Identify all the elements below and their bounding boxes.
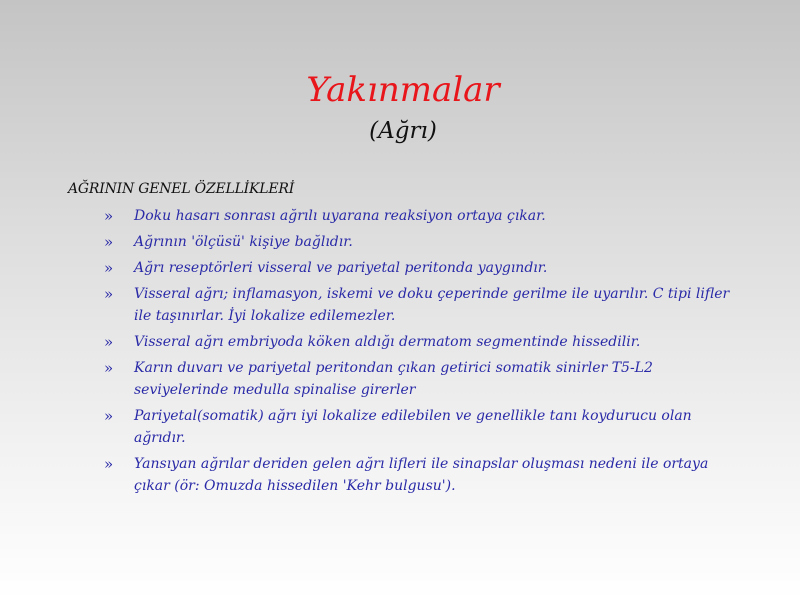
bullet-text: Pariyetal(somatik) ağrı iyi lokalize edilebilen ve genellikle tanı koydurucu olan ağrıdır.: [134, 408, 692, 446]
bullet-marker-icon: »: [104, 407, 114, 425]
bullet-marker-icon: »: [104, 285, 114, 303]
bullet-item: [104, 405, 744, 449]
section-heading: AĞRININ GENEL ÖZELLİKLERİ: [68, 181, 295, 197]
bullet-item: [104, 453, 744, 497]
bullet-text: Visseral ağrı embriyoda köken aldığı dermatom segmentinde hissedilir.: [134, 334, 641, 350]
slide-subtitle: (Ağrı): [369, 118, 437, 144]
bullet-list: [104, 205, 744, 501]
bullet-text: Doku hasarı sonrası ağrılı uyarana reaksiyon ortaya çıkar.: [134, 208, 546, 224]
bullet-text: Yansıyan ağrılar deriden gelen ağrı lifleri ile sinapslar oluşması nedeni ile ortaya çıkar (ör: Omuzda hissedilen 'Kehr bulgusu').: [134, 456, 709, 494]
bullet-text: Ağrının 'ölçüsü' kişiye bağlıdır.: [134, 234, 353, 250]
bullet-marker-icon: »: [104, 359, 114, 377]
bullet-marker-icon: »: [104, 207, 114, 225]
bullet-marker-icon: »: [104, 455, 114, 473]
bullet-item: [104, 331, 744, 353]
bullet-item: [104, 205, 744, 227]
bullet-text: Karın duvarı ve pariyetal peritondan çıkan getirici somatik sinirler T5-L2 seviyelerinde medulla spinalise girerler: [134, 360, 653, 398]
bullet-marker-icon: »: [104, 259, 114, 277]
bullet-text: Visseral ağrı; inflamasyon, iskemi ve doku çeperinde gerilme ile uyarılır. C tipi lifler ile taşınırlar. İyi lokalize edilemezler.: [134, 286, 730, 324]
bullet-marker-icon: »: [104, 333, 114, 351]
bullet-item: [104, 283, 744, 327]
slide-title: Yakınmalar: [306, 70, 500, 110]
bullet-text: Ağrı reseptörleri visseral ve pariyetal peritonda yaygındır.: [134, 260, 548, 276]
bullet-item: [104, 257, 744, 279]
bullet-item: [104, 357, 744, 401]
bullet-marker-icon: »: [104, 233, 114, 251]
bullet-item: [104, 231, 744, 253]
